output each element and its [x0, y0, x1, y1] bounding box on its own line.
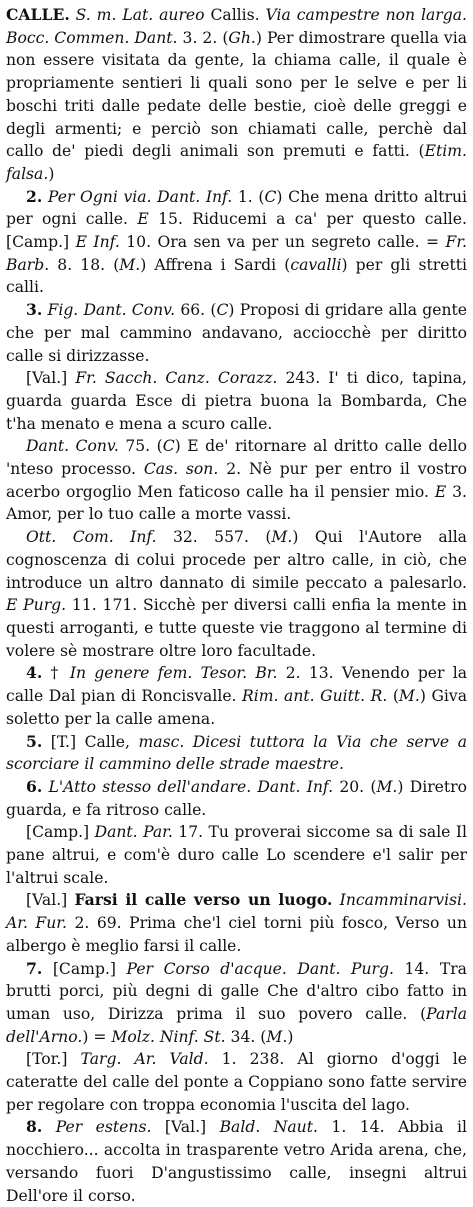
entry-italic-text: Parla dell'Arno. [6, 1004, 467, 1046]
entry-bold-text: 6. [26, 776, 43, 796]
entry-text: ) Che mena dritto altrui per ogni calle. [6, 187, 467, 229]
entry-italic-text: E Inf. [75, 233, 127, 252]
entry-text: 15. Riducemi a ca' per questo calle. [Camp.] [6, 210, 467, 252]
entry-italic-text: E Purg. [6, 596, 72, 615]
entry-italic-text: M. [119, 255, 141, 274]
entry-text: Callis. [210, 6, 266, 24]
entry-text: 2. Nè pur per entro il vostro acerbo orgoglio Men faticoso calle ha il pensier mio. [6, 460, 467, 501]
entry-text: ) Diretro guarda, e fa ritroso calle. [6, 777, 467, 819]
entry-sense-paragraph [6, 731, 467, 776]
entry-text: † [42, 664, 70, 683]
entry-italic-text: masc. Dicesi tuttora la Via che serve a scorciare il cammino delle strade maestre. [6, 732, 467, 774]
entry-text: 2. 69. Prima che'l ciel torni più fosco, Verso un albergo è meglio farsi il calle. [6, 914, 467, 955]
entry-bold-text: 3. [26, 300, 43, 320]
entry-italic-text: Etim. falsa. [6, 142, 467, 183]
entry-italic-text: In genere fem. Tesor. Br. [69, 664, 286, 683]
entry-text: 34. ( [230, 1027, 267, 1046]
entry-italic-text: M. [398, 687, 420, 706]
entry-text: [Tor.] [26, 1050, 81, 1069]
entry-sense-paragraph [6, 186, 467, 300]
entry-sense-paragraph [6, 776, 467, 821]
entry-italic-text: E [137, 210, 159, 229]
entry-text: 10. Ora sen va per un segreto calle. = [126, 233, 446, 252]
dictionary-entry-calle [6, 4, 467, 1207]
entry-italic-text: C [264, 187, 277, 206]
entry-italic-text: Per Corso d'acque. Dant. Purg. [126, 959, 405, 978]
entry-text: ) = [82, 1027, 112, 1046]
entry-text: [Val.] [26, 891, 75, 910]
entry-text: 66. ( [180, 301, 217, 320]
entry-italic-text: C [216, 301, 229, 320]
entry-text: 3. 2. ( [182, 28, 229, 47]
entry-text: 20. ( [339, 777, 377, 796]
entry-text: 17. Tu proverai siccome sa di sale Il pane altrui, e com'è duro calle Lo scendere e'l salir per l'altrui scale. [6, 823, 467, 887]
entry-text: [Val.] [164, 1118, 220, 1137]
entry-bold-text: 5. [26, 731, 43, 751]
entry-sense-paragraph [6, 1048, 467, 1116]
entry-italic-text: Cas. son. [143, 460, 227, 479]
entry-text: 32. 557. ( [172, 528, 272, 547]
entry-text: ) Proposi di gridare alla gente che per mal cammino andavano, acciocchè per diritto calle si dirizzasse. [6, 301, 467, 365]
entry-bold-text: 7. [26, 958, 43, 978]
entry-bold-text: 2. [26, 186, 43, 206]
entry-italic-text: Fr. Barb. [6, 233, 468, 274]
entry-italic-text: Rim. ant. Guitt. R. [242, 687, 393, 706]
entry-italic-text: E [434, 482, 453, 501]
entry-italic-text: Targ. Ar. Vald. [80, 1050, 222, 1069]
entry-bold-text: CALLE. [6, 5, 70, 24]
entry-italic-text: Ott. Com. Inf. [26, 528, 173, 547]
entry-text: 1. 14. Abbia il nocchiero... accolta in trasparente vetro Arida arena, che, versando fuori D'angustissimo calle, insegni altrui Dell'ore il corso. [6, 1118, 467, 1205]
entry-italic-text: S. m. Lat. aureo [69, 6, 211, 24]
entry-sense-paragraph [6, 367, 467, 435]
entry-text: 1. ( [237, 187, 265, 206]
entry-italic-text: Gh. [228, 28, 256, 47]
entry-text: ) Giva soletto per la calle amena. [6, 687, 468, 728]
entry-italic-text: C [162, 437, 175, 456]
entry-text: 8. 18. ( [57, 255, 120, 274]
entry-sense-paragraph [6, 662, 467, 730]
entry-italic-text: Dant. Par. [94, 823, 179, 842]
entry-italic-text: Molz. Ninf. St. [111, 1027, 231, 1046]
entry-text: [Camp.] [42, 959, 127, 978]
entry-italic-text: L'Atto stesso dell'andare. Dant. Inf. [42, 777, 340, 796]
entry-bold-text: 8. [26, 1117, 43, 1137]
entry-text: ) Qui l'Autore alla cognoscenza di colui procede per altro calle, in ciò, che introduce un altro dannato di simile peccato a palesarlo. [6, 528, 467, 592]
entry-text: ) Affrena i Sardi ( [140, 255, 291, 274]
entry-sense-paragraph [6, 958, 467, 1049]
entry-text: 2. 13. Venendo per la calle Dal pian di Roncisvalle. [6, 664, 467, 706]
entry-italic-text: Fig. Dant. Conv. [42, 301, 181, 320]
entry-italic-text: Fr. Sacch. Canz. Corazz. [75, 369, 286, 388]
entry-italic-text: M. [271, 528, 293, 547]
entry-italic-text: Via campestre non larga. Bocc. Commen. Dant. [6, 6, 467, 47]
entry-text: ( [392, 687, 399, 706]
entry-text: 1. 238. Al giorno d'oggi le cateratte del calle del ponte a Coppiano sono fatte servire per regolare con troppa economia l'uscita del lago. [6, 1050, 467, 1114]
entry-text: [Camp.] [26, 823, 95, 842]
entry-text: 243. I' ti dico, tapina, guarda guarda Esce di pietra buona la Bombarda, Che t'ha menato e mena a scuro calle. [6, 369, 467, 433]
entry-italic-text: M. [266, 1027, 288, 1046]
entry-headword-paragraph [6, 4, 467, 186]
entry-italic-text: Dant. Conv. [26, 437, 126, 456]
entry-text: ) Per dimostrare quella via non essere visitata da gente, la chiama calle, il quale è propriamente sentieri li quali sono per le selve e per li boschi triti dalle pedate delle bestie, cioè delle greggi e degli armenti; e perciò son chiamati calle, perchè dal callo de' piedi degli animali son premuti e fatti. ( [6, 28, 467, 161]
entry-sense-paragraph [6, 1116, 467, 1207]
entry-text: ) E de' ritornare al dritto calle dello 'nteso processo. [6, 437, 468, 479]
entry-text: ) per gli stretti calli. [6, 255, 467, 297]
entry-italic-text: cavalli [290, 255, 342, 274]
entry-bold-text: Farsi il calle verso un luogo. [74, 890, 333, 910]
entry-italic-text: Per Ogni via. Dant. Inf. [42, 187, 238, 206]
entry-text: 75. ( [125, 437, 163, 456]
entry-text: [T.] Calle, [42, 732, 139, 751]
entry-text: ) [287, 1027, 294, 1046]
entry-text: [Val.] [26, 369, 76, 388]
entry-italic-text: M. [376, 777, 398, 796]
entry-sense-paragraph [6, 821, 467, 889]
entry-text: 3. Amor, per lo tuo calle a morte vassi. [6, 482, 467, 524]
entry-sense-paragraph [6, 299, 467, 367]
entry-text: 11. 171. Sicchè per diversi calli enfia la mente in questi arroganti, e tutte queste vie traggono al termine di volere sè mostrare oltre loro facultade. [6, 596, 467, 660]
entry-sense-paragraph [6, 526, 467, 662]
entry-sense-paragraph [6, 435, 467, 526]
entry-italic-text: Incamminarvisi. Ar. Fur. [6, 891, 468, 933]
entry-text: 14. Tra brutti porci, più degni di galle Che d'altro cibo fatto in uman uso, Dirizza prima il suo povero calle. ( [6, 959, 467, 1023]
entry-bold-text: 4. [26, 663, 43, 683]
entry-text: ) [48, 164, 55, 183]
entry-italic-text: Bald. Naut. [219, 1118, 332, 1137]
entry-sense-paragraph [6, 889, 467, 957]
entry-italic-text: Per estens. [42, 1118, 165, 1137]
